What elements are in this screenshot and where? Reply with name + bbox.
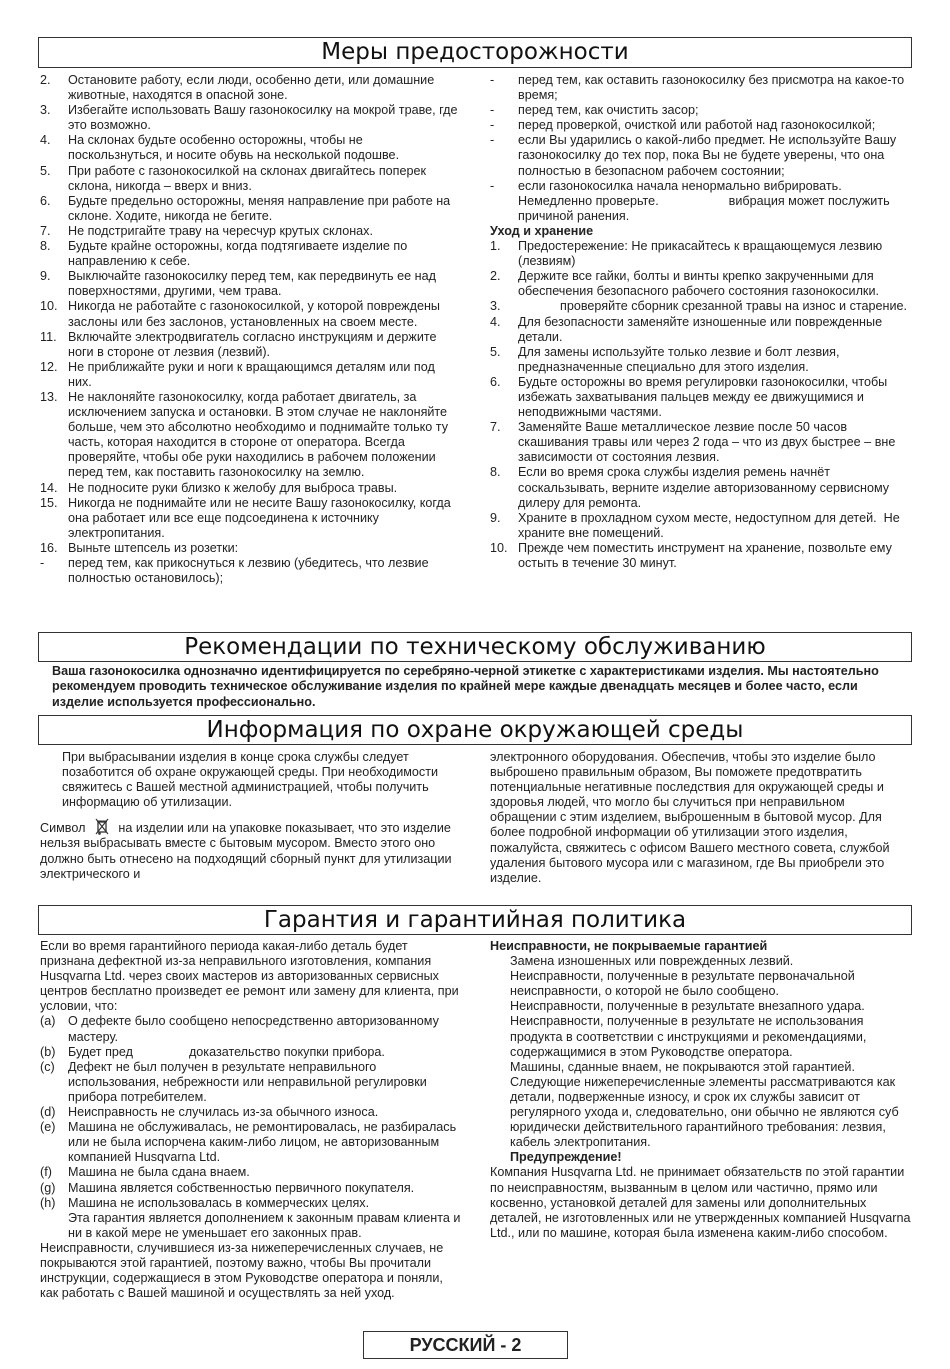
- list-item: [40, 194, 460, 224]
- not-covered-item: Неисправности, полученные в результате внезапного удара.: [510, 999, 865, 1014]
- list-item: [490, 465, 912, 510]
- list-item-text: перед проверкой, очисткой или работой над газонокосилкой;: [518, 118, 876, 133]
- list-item: [40, 299, 460, 329]
- warranty-conditions: [40, 1014, 462, 1210]
- warranty-right-column: [490, 939, 912, 1241]
- list-item: [40, 133, 460, 163]
- not-covered-item: Неисправности, полученные в результате первоначальной неисправности, о которой не было сообщено.: [510, 969, 855, 999]
- list-item-number: 10.: [40, 299, 58, 314]
- list-item-number: (e): [40, 1120, 56, 1135]
- list-item-number: 13.: [40, 389, 58, 404]
- list-item: [490, 239, 912, 269]
- warning-text: Компания Husqvarna Ltd. не принимает обязательств по этой гарантии по неисправностям, вызванным в целом или частично, прямо или косвенно, установкой деталей для замены или дополнительных деталей, не изготовленных или не утвержденных компанией Husqvarna Ltd., или по машине, которая была изменена каким-либо способом.: [490, 1165, 911, 1240]
- list-item-text: перед тем, как очистить засор;: [518, 103, 699, 118]
- list-item: [40, 1196, 462, 1211]
- list-item-text: Не подносите руки близко к желобу для выброса травы.: [68, 480, 398, 495]
- list-item: [490, 541, 912, 571]
- list-item-number: 6.: [40, 193, 51, 208]
- not-covered-item: Неисправности, полученные в результате не использования продукта в соответствии с инструкциями и рекомендациями, содержащимися в этом Руководстве оператора.: [510, 1014, 867, 1059]
- list-item-number: 4.: [40, 133, 51, 148]
- list-item-number: 14.: [40, 480, 58, 495]
- not-covered-item: Следующие нижеперечисленные элементы рассматриваются как детали, подверженные износу, и срок их службы зависит от регулярного ухода и, следовательно, они обычно не являются суб юридически действительного гарантийного требования: лезвия, кабель электропитания.: [510, 1074, 899, 1150]
- environment-left-column: [40, 750, 465, 882]
- list-item-number: -: [490, 178, 495, 193]
- list-item-text: Остановите работу, если люди, особенно дети, или домашние животные, находятся в опасной зоне.: [68, 73, 438, 103]
- list-item-text: На склонах будьте особенно осторожны, чтобы не поскользнуться, и носите обувь на несколькой подошве.: [68, 133, 400, 163]
- list-item-text: Будет пред доказательство покупки прибора.: [68, 1044, 385, 1059]
- list-item-text: При работе с газонокосилкой на склонах двигайтесь поперек склона, никогда – вверх и вниз.: [68, 163, 430, 193]
- list-item-number: (b): [40, 1044, 56, 1059]
- list-item: [40, 330, 460, 360]
- list-item-number: 3.: [490, 299, 501, 314]
- list-item: [40, 73, 460, 103]
- list-item-text: Будьте предельно осторожны, меняя направление при работе на склоне. Ходите, никогда не бегите.: [68, 193, 454, 223]
- care-heading: Уход и хранение: [490, 223, 594, 238]
- list-item-text: Никогда не поднимайте или не несите Вашу газонокосилку, когда она работает или все еще подсоединена к источнику электропитания.: [68, 495, 455, 540]
- list-item-number: 10.: [490, 540, 508, 555]
- list-item-number: 5.: [490, 344, 501, 359]
- list-item-text: Не приближайте руки и ноги к вращающимся деталям или под них.: [68, 359, 439, 389]
- list-item-number: 16.: [40, 540, 58, 555]
- list-item-text: Машина не обслуживалась, не ремонтировалась, не разбиралась или не была испорчена каким-либо лицом, не авторизованным компанией Husqvarna Ltd.: [68, 1120, 460, 1165]
- list-item-text: Для безопасности заменяйте изношенные или поврежденные детали.: [518, 314, 886, 344]
- not-covered-item: Замена изношенных или поврежденных лезвий.: [510, 954, 794, 969]
- list-item-text: перед тем, как оставить газонокосилку без присмотра на какое-то время;: [518, 73, 908, 103]
- list-item-number: (h): [40, 1195, 56, 1210]
- list-item-number: -: [490, 133, 495, 148]
- list-item-text: Избегайте использовать Вашу газонокосилку на мокрой траве, где это возможно.: [68, 103, 462, 133]
- crossed-out-wheelie-bin-icon: [95, 818, 109, 836]
- list-item-number: 15.: [40, 495, 58, 510]
- list-item-number: 2.: [490, 269, 501, 284]
- list-item-number: 4.: [490, 314, 501, 329]
- list-item-text: перед тем, как прикоснуться к лезвию (убедитесь, что лезвие полностью остановилось);: [68, 556, 433, 586]
- list-item-number: (c): [40, 1059, 55, 1074]
- safety-list-right: [490, 73, 912, 224]
- list-item-text: Включайте электродвигатель согласно инструкциям и держите ноги в стороне от лезвия (лезвий).: [68, 329, 440, 359]
- list-item: [40, 1060, 462, 1105]
- list-item-text: Предостережение: Не прикасайтесь к вращающемуся лезвию (лезвиям): [518, 239, 886, 269]
- list-item: [490, 299, 912, 314]
- list-item: [490, 420, 912, 465]
- symbol-label: Символ: [40, 821, 86, 836]
- list-item-number: 5.: [40, 163, 51, 178]
- list-item: [490, 269, 912, 299]
- warranty-addition: Эта гарантия является дополнением к законным правам клиента и ни в какой мере не уменьшает его законных прав.: [68, 1210, 461, 1240]
- list-item-text: Машина является собственностью первичного покупателя.: [68, 1180, 415, 1195]
- list-item-number: 1.: [490, 239, 501, 254]
- list-item-text: если газонокосилка начала ненормально вибрировать. Немедленно проверьте. вибрация может послужить причиной ранения.: [518, 178, 894, 223]
- maintenance-text: Ваша газонокосилка однозначно идентифицируется по серебряно-черной этикетке с характеристиками изделия. Мы настоятельно рекомендуем проводить техническое обслуживание изделия по крайней мере каждые двенадцать месяцев и более часто, если изделие используется профессионально.: [52, 664, 879, 709]
- list-item-text: Если во время срока службы изделия ремень начнёт соскальзывать, верните изделие авторизованному сервисному дилеру для ремонта.: [518, 465, 893, 510]
- warranty-left-column: [40, 939, 462, 1301]
- section-title-maintenance: Рекомендации по техническому обслуживанию: [38, 632, 912, 662]
- list-item: [40, 390, 460, 481]
- not-covered-item: Машины, сданные внаем, не покрываются этой гарантией.: [510, 1059, 855, 1074]
- list-item-text: Будьте крайне осторожны, когда подтягиваете изделие по направлению к себе.: [68, 239, 411, 269]
- not-covered-list: [490, 954, 912, 1150]
- list-item-text: проверяйте сборник срезанной травы на износ и старение.: [518, 299, 907, 314]
- list-item: [40, 481, 460, 496]
- list-item-number: -: [490, 118, 495, 133]
- list-item-text: Не наклоняйте газонокосилку, когда работает двигатель, за исключением запуска и остановки. В этом случае не наклоняйте больше, чем это абсолютно необходимо и поднимайте только ту часть, которая находится в стороне от оператора. Всегда проверяйте, чтобы обе руки находились в рабочем положении перед тем, как поставить газонокосилку на землю.: [68, 389, 452, 480]
- footer-page-label: РУССКИЙ - 2: [363, 1331, 568, 1359]
- list-item-number: 8.: [40, 239, 51, 254]
- list-item-number: (a): [40, 1014, 56, 1029]
- list-item-text: Для замены используйте только лезвие и болт лезвия, предназначенные специально для этого изделия.: [518, 344, 844, 374]
- list-item-text: О дефекте было сообщено непосредственно авторизованному мастеру.: [68, 1014, 443, 1044]
- warranty-outro: Неисправности, случившиеся из-за нижеперечисленных случаев, не покрываются этой гарантией, поэтому важно, чтобы Вы прочитали инструкции, содержащиеся в этом Руководстве оператора и поняли, как работать с Вашей машиной и осуществлять за ней уход.: [40, 1240, 444, 1301]
- list-item-text: Неисправность не случилась из-за обычного износа.: [68, 1105, 379, 1120]
- list-item: [490, 315, 912, 345]
- list-item: [40, 103, 460, 133]
- list-item: [40, 269, 460, 299]
- environment-right-column: [490, 750, 912, 886]
- list-item: [40, 1181, 462, 1196]
- list-item: [40, 1045, 462, 1060]
- list-item-text: Никогда не работайте с газонокосилкой, у которой повреждены заслоны или без заслонов, установленных на своем месте.: [68, 299, 444, 329]
- list-item: [40, 1105, 462, 1120]
- list-item: [40, 1120, 462, 1165]
- section-title-safety: Меры предосторожности: [38, 37, 912, 68]
- warning-heading: Предупреждение!: [510, 1150, 622, 1165]
- list-item-number: -: [40, 556, 45, 570]
- list-item: [490, 118, 912, 133]
- safety-right-column: [490, 73, 912, 571]
- list-item: [490, 511, 912, 541]
- list-item-text: Выньте штепсель из розетки:: [68, 540, 239, 555]
- not-covered-heading: Неисправности, не покрываемые гарантией: [490, 939, 768, 953]
- list-item-number: 11.: [40, 329, 57, 344]
- list-item: [490, 375, 912, 420]
- list-item-text: Не подстригайте траву на чересчур крутых склонах.: [68, 223, 373, 238]
- list-item-text: Прежде чем поместить инструмент на хранение, позвольте ему остыть в течение 30 минут.: [518, 540, 896, 570]
- list-item: [40, 164, 460, 194]
- list-item-number: 9.: [40, 269, 51, 284]
- list-item-number: 7.: [490, 420, 501, 435]
- list-item-number: 6.: [490, 374, 501, 389]
- list-item-number: 3.: [40, 103, 51, 118]
- list-item-number: 7.: [40, 223, 51, 238]
- list-item-number: 8.: [490, 465, 501, 480]
- section-title-environment: Информация по охране окружающей среды: [38, 715, 912, 745]
- list-item-text: Машина не использовалась в коммерческих целях.: [68, 1195, 370, 1210]
- list-item-text: Машина не была сдана внаем.: [68, 1165, 250, 1180]
- safety-left-column: [40, 73, 460, 586]
- list-item-text: Дефект не был получен в результате неправильного использования, небрежности или неправильной регулировки прибора потребителем.: [68, 1059, 431, 1104]
- warranty-intro: Если во время гарантийного периода какая-либо деталь будет признана дефектной из-за неправильного изготовления, компания Husqvarna Ltd. через своих мастеров из авторизованных сервисных центров бесплатно произведет ее ремонт или замену для клиента, при условии, что:: [40, 939, 459, 1014]
- safety-list-left: [40, 73, 460, 586]
- list-item: [40, 239, 460, 269]
- section-title-warranty: Гарантия и гарантийная политика: [38, 905, 912, 935]
- list-item-number: -: [490, 103, 495, 118]
- list-item-text: Держите все гайки, болты и винты крепко закрученными для обеспечения безопасного рабочего состояния газонокосилки.: [518, 269, 879, 299]
- environment-paragraph-2: [40, 818, 465, 881]
- environment-paragraph-1: При выбрасывании изделия в конце срока службы следует позаботится об охране окружающей среды. При необходимости свяжитесь с Вашей местной администрацией, чтобы получить информацию об утилизации.: [62, 750, 439, 810]
- list-item-number: 2.: [40, 73, 51, 87]
- list-item: [490, 103, 912, 118]
- list-item: [490, 345, 912, 375]
- list-item: [40, 360, 460, 390]
- environment-paragraph-3: электронного оборудования. Обеспечив, чтобы это изделие было выброшено правильным образом, Вы поможете предотвратить потенциальные негативные последствия для окружающей среды и здоровья людей, что могло бы случиться при неправильном обращении с этим изделием, выброшенным в бытовой мусор. Для более подробной информации об утилизации этого изделия, пожалуйста, свяжитесь с офисом Вашего местного совета, службой удаления бытового мусора или с магазином, где Вы приобрели это изделие.: [490, 750, 890, 885]
- list-item: [40, 556, 460, 586]
- list-item-number: (g): [40, 1180, 56, 1195]
- list-item-number: 9.: [490, 510, 501, 525]
- list-item-number: -: [490, 73, 495, 87]
- list-item-number: (f): [40, 1165, 52, 1180]
- list-item: [40, 541, 460, 556]
- list-item: [40, 224, 460, 239]
- list-item: [490, 179, 912, 224]
- list-item: [40, 1165, 462, 1180]
- symbol-description: на изделии или на упаковке показывает, что это изделие нельзя выбрасывать вместе с бытовым мусором. Вместо этого оно должно быть отнесено на подходящий сборный пункт для утилизации электрического и: [40, 821, 452, 881]
- list-item-text: Храните в прохладном сухом месте, недоступном для детей. Не храните вне помещений.: [518, 510, 904, 540]
- list-item-number: (d): [40, 1105, 56, 1120]
- list-item-text: Заменяйте Ваше металлическое лезвие после 50 часов скашивания травы или через 2 года – что из двух быстрее – вне зависимости от состояния лезвия.: [518, 420, 899, 465]
- list-item: [40, 1014, 462, 1044]
- list-item: [490, 73, 912, 103]
- list-item-text: Выключайте газонокосилку перед тем, как передвинуть ее над поверхностями, другими, чем трава.: [68, 269, 440, 299]
- care-list: [490, 239, 912, 571]
- list-item: [40, 496, 460, 541]
- list-item-text: Будьте осторожны во время регулировки газонокосилки, чтобы избежать захватывания пальцев между ее движущимися и неподвижными частями.: [518, 374, 891, 420]
- list-item-text: если Вы ударились о какой-либо предмет. Не используйте Вашу газонокосилку до тех пор, пока Вы не будете уверены, что она полностью в безопасном рабочем состоянии;: [518, 133, 900, 178]
- list-item-number: 12.: [40, 359, 58, 374]
- list-item: [490, 133, 912, 178]
